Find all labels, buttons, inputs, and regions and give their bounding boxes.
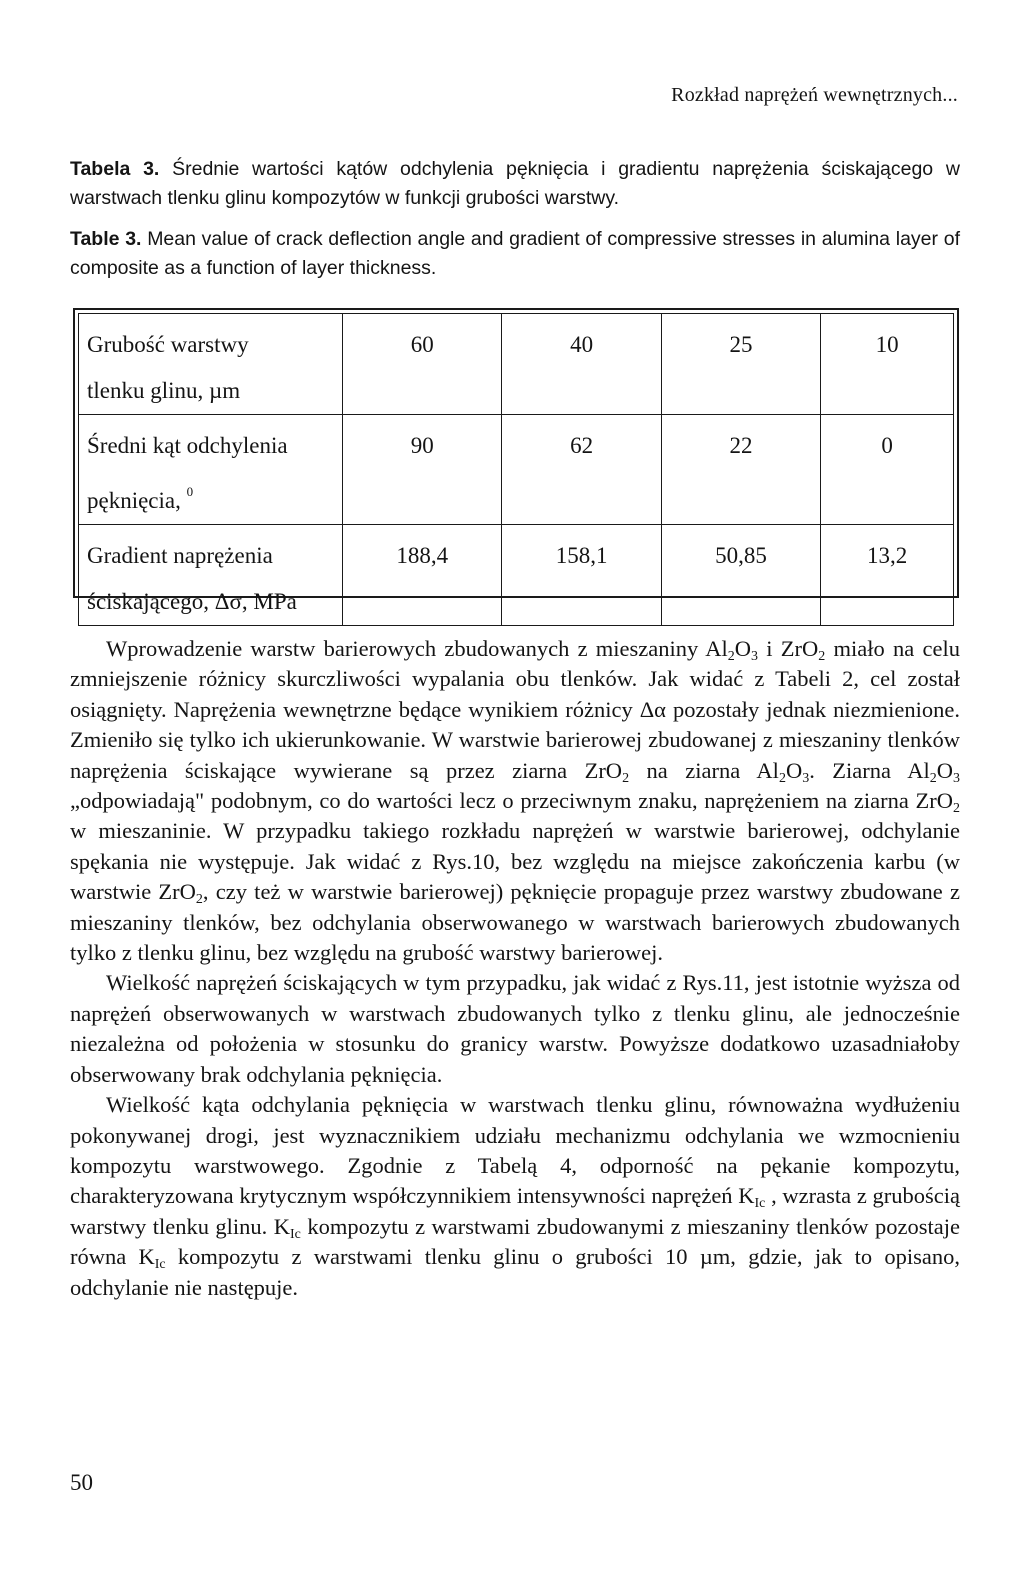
data-table-frame	[73, 308, 959, 614]
table-cell: 13,2	[821, 525, 954, 626]
table-cell: 22	[661, 415, 820, 525]
table-row	[79, 314, 954, 415]
page-number: 50	[70, 1470, 93, 1495]
table-cell: 10	[821, 314, 954, 415]
paragraph: Wprowadzenie warstw barierowych zbudowanych z mieszaniny $Al_2O_3$ i ZrO$_2$ miało na celu zmniejszenie różnicy skurczliwości wypalania obu tlenków. Jak widać z Tabeli 2, cel został osiągnięty. Naprężenia wewnętrzne będące wynikiem różnicy Δα pozostały jednak niezmienione. Zmieniło się tylko ich ukierunkowanie. W warstwie barierowej zbudowanej z mieszaniny tlenków naprężenia ściskające wywierane są przez ziarna ZrO$_2$ na ziarna $Al_2O_3$. Ziarna $Al_2O_3$ „odpowiadają" podobnym, co do wartości lecz o przeciwnym znaku, naprężeniem na ziarna ZrO$_2$ w mieszaninie. W przypadku takiego rozkładu naprężeń w warstwie barierowej, odchylanie spękania nie występuje. Jak widać z Rys.10, bez względu na miejsce zakończenia karbu (w warstwie ZrO$_2$, czy też w warstwie barierowej) pęknięcie propaguje przez warstwy zbudowane z mieszaniny tlenków, bez odchylania obserwowanego w warstwach barierowych zbudowanych tylko z tlenku glinu, bez względu na grubość warstwy barierowej.	[70, 636, 961, 966]
row-label: Średni kąt odchylenia pęknięcia, $^0$	[79, 415, 343, 525]
row-label: Gradient naprężenia ściskającego, Δσ, MPa	[79, 525, 343, 626]
caption-label: Tabela 3.	[70, 158, 160, 180]
table-row	[79, 415, 954, 525]
caption-label: Table 3.	[70, 228, 142, 250]
table-cell: 25	[661, 314, 820, 415]
paragraph: Wielkość naprężeń ściskających w tym przypadku, jak widać z Rys.11, jest istotnie wyższa od naprężeń obserwowanych w warstwach zbudowanych tylko z tlenku glinu, ale jednocześnie niezależna od położenia w stosunku do granicy warstw. Powyższe dodatkowo uzasadniałoby obserwowany brak odchylania pęknięcia.	[70, 970, 960, 1087]
table-cell: 90	[343, 415, 502, 525]
caption-text: Średnie wartości kątów odchylenia pęknięcia i gradientu naprężenia ściskającego w warstwach tlenku glinu kompozytów w funkcji grubości warstwy.	[70, 158, 960, 209]
table-cell: 40	[502, 314, 661, 415]
table-cell: 50,85	[661, 525, 820, 626]
degree-symbol: 0	[186, 484, 194, 499]
table-row	[79, 525, 954, 626]
table-cell: 60	[343, 314, 502, 415]
table-cell: 158,1	[502, 525, 661, 626]
table-caption-polish	[70, 155, 960, 213]
table-cell: 62	[502, 415, 661, 525]
running-head: Rozkład naprężeń wewnętrznych...	[671, 84, 958, 106]
table-caption-english	[70, 225, 960, 283]
data-table	[78, 313, 954, 626]
row-label: Grubość warstwy tlenku glinu, µm	[79, 314, 343, 415]
table-cell: 0	[821, 415, 954, 525]
table-cell: 188,4	[343, 525, 502, 626]
paragraph: Wielkość kąta odchylania pęknięcia w warstwach tlenku glinu, równoważna wydłużeniu pokonywanej drogi, jest wyznacznikiem udziału mechanizmu odchylania we wzmocnieniu kompozytu warstwowego. Zgodnie z Tabelą 4, odporność na pękanie kompozytu, charakteryzowana krytycznym współczynnikiem intensywności naprężeń $K_{Ic}$ , wzrasta z grubością warstwy tlenku glinu. $K_{Ic}$ kompozytu z warstwami zbudowanymi z mieszaniny tlenków pozostaje równa $K_{Ic}$ kompozytu z warstwami tlenku glinu o grubości 10 µm, gdzie, jak to opisano, odchylanie nie następuje.	[70, 1092, 960, 1300]
body-text	[70, 634, 960, 1303]
caption-text: Mean value of crack deflection angle and gradient of compressive stresses in alumina layer of composite as a function of layer thickness.	[70, 228, 960, 279]
